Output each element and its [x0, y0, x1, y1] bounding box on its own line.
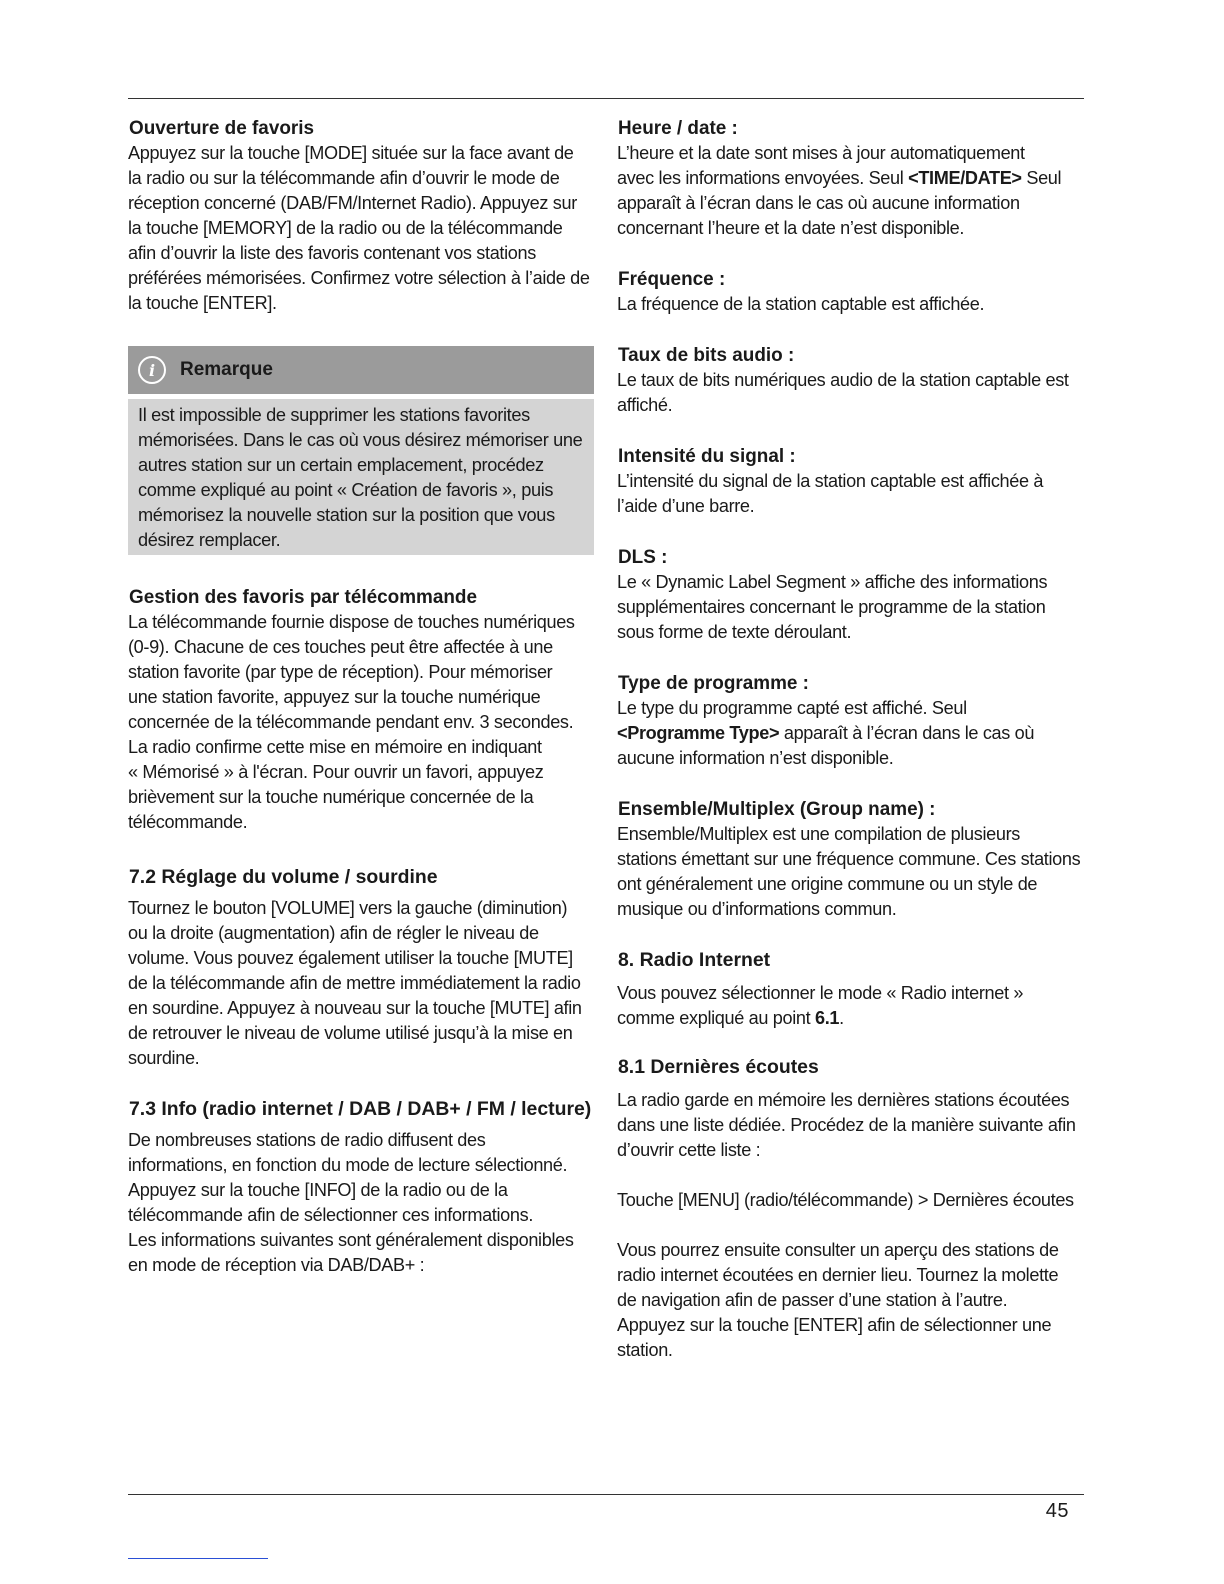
text-line: Les informations suivantes sont généralement disponibles	[128, 1230, 574, 1250]
text-line	[617, 166, 1085, 191]
left-column	[128, 116, 594, 1278]
text-line: brièvement sur la touche numérique concernée de la	[128, 787, 534, 807]
text-line: télécommande.	[128, 812, 248, 832]
text-line: aucune information n’est disponible.	[617, 748, 894, 768]
text-line: ou la droite (augmentation) afin de régler le niveau de	[128, 923, 539, 943]
text-line: désirez remplacer.	[138, 530, 281, 550]
text-line: L’intensité du signal de la station captable est affichée à	[617, 471, 1044, 491]
text-line: concernée de la télécommande pendant env. 3 secondes.	[128, 712, 574, 732]
programme-type-keyword: <Programme Type>	[617, 723, 780, 743]
text-line: Le taux de bits numériques audio de la station captable est	[617, 370, 1069, 390]
text-line: préférées mémorisées. Confirmez votre sélection à l’aide de	[128, 268, 590, 288]
text-line: d’ouvrir cette liste :	[617, 1140, 761, 1160]
text-line: Vous pourrez ensuite consulter un aperçu des stations de	[617, 1240, 1059, 1260]
text-line: réception concerné (DAB/FM/Internet Radio). Appuyez sur	[128, 193, 577, 213]
heading-reglage-volume: 7.2 Réglage du volume / sourdine	[129, 866, 438, 888]
heading-ouverture-favoris: Ouverture de favoris	[129, 118, 315, 139]
text-line: La télécommande fournie dispose de touches numériques	[128, 612, 575, 632]
text-line: mémorisez la nouvelle station sur la position que vous	[138, 505, 555, 525]
text-line: Ensemble/Multiplex est une compilation de plusieurs	[617, 824, 1020, 844]
text-line: mémorisées. Dans le cas où vous désirez mémoriser une	[138, 430, 583, 450]
text-line: La radio garde en mémoire les dernières stations écoutées	[617, 1090, 1070, 1110]
text-line: Tournez le bouton [VOLUME] vers la gauche (diminution)	[128, 898, 568, 918]
text-span: Seul	[1021, 168, 1062, 188]
text-line: Le type du programme capté est affiché. Seul	[617, 698, 967, 718]
text-line: informations, en fonction du mode de lecture sélectionné.	[128, 1155, 568, 1175]
text-line: Appuyez sur la touche [MODE] située sur la face avant de	[128, 143, 574, 163]
text-line: de la télécommande afin de mettre immédiatement la radio	[128, 973, 581, 993]
text-line: dans une liste dédiée. Procédez de la manière suivante afin	[617, 1115, 1076, 1135]
right-column	[617, 116, 1087, 1363]
heading-intensite-signal: Intensité du signal :	[618, 446, 796, 467]
text-line: stations émettant sur une fréquence commune. Ces stations	[617, 849, 1081, 869]
note-body	[128, 399, 594, 555]
text-line: radio internet écoutées en dernier lieu. Tournez la molette	[617, 1265, 1059, 1285]
text-span: comme expliqué au point	[617, 1008, 816, 1028]
paragraph-info	[128, 1128, 594, 1278]
text-line: station.	[617, 1340, 673, 1360]
footer-rule	[128, 1494, 1084, 1495]
text-line: sous forme de texte déroulant.	[617, 622, 852, 642]
text-line: apparaît à l’écran dans le cas où aucune information	[617, 193, 1020, 213]
text-line: afin d’ouvrir la liste des favoris contenant vos stations	[128, 243, 536, 263]
paragraph-gestion-favoris	[128, 610, 594, 835]
text-line: musique ou d’informations commun.	[617, 899, 897, 919]
text-line: supplémentaires concernant le programme de la station	[617, 597, 1046, 617]
section-reference: 6.1	[815, 1008, 840, 1028]
text-line: la touche [MEMORY] de la radio ou de la télécommande	[128, 218, 563, 238]
heading-gestion-favoris: Gestion des favoris par télécommande	[129, 587, 478, 608]
time-date-keyword: <TIME/DATE>	[908, 168, 1022, 188]
page-number: 45	[1045, 1500, 1069, 1522]
text-line: la radio ou sur la télécommande afin d’ouvrir le mode de	[128, 168, 560, 188]
text-line: la touche [ENTER].	[128, 293, 277, 313]
text-span: avec les informations envoyées. Seul	[617, 168, 909, 188]
text-line: affiché.	[617, 395, 673, 415]
heading-taux-bits: Taux de bits audio :	[618, 345, 795, 366]
text-line: concernant l’heure et la date n’est disponible.	[617, 218, 965, 238]
heading-info: 7.3 Info (radio internet / DAB / DAB+ / FM / lecture)	[129, 1098, 592, 1120]
text-line: volume. Vous pouvez également utiliser la touche [MUTE]	[128, 948, 573, 968]
info-icon: i	[138, 356, 166, 384]
heading-frequence: Fréquence :	[618, 269, 726, 290]
text-line: une station favorite, appuyez sur la touche numérique	[128, 687, 541, 707]
note-title: Remarque	[180, 359, 273, 380]
text-line: Il est impossible de supprimer les stations favorites	[138, 405, 530, 425]
note-box	[128, 346, 594, 555]
text-line: télécommande afin de sélectionner ces informations.	[128, 1205, 534, 1225]
footnote-rule	[128, 1558, 268, 1559]
text-line: Vous pouvez sélectionner le mode « Radio internet »	[617, 983, 1024, 1003]
heading-dernieres-ecoutes: 8.1 Dernières écoutes	[618, 1056, 819, 1078]
text-line: l’aide d’une barre.	[617, 496, 755, 516]
heading-heure-date: Heure / date :	[618, 118, 738, 139]
text-line: Appuyez sur la touche [INFO] de la radio ou de la	[128, 1180, 508, 1200]
paragraph-ouverture-favoris	[128, 141, 594, 316]
text-line	[617, 1006, 1085, 1031]
paragraph-heure-date	[617, 141, 1087, 241]
paragraph-reglage-volume	[128, 896, 594, 1071]
header-rule	[128, 98, 1084, 99]
text-line: Appuyez sur la touche [ENTER] afin de sélectionner une	[617, 1315, 1052, 1335]
text-line: De nombreuses stations de radio diffusent des	[128, 1130, 486, 1150]
heading-ensemble-multiplex: Ensemble/Multiplex (Group name) :	[618, 799, 936, 820]
text-line: de retrouver le niveau de volume utilisé jusqu’à la mise en	[128, 1023, 573, 1043]
text-line: comme expliqué au point « Création de favoris », puis	[138, 480, 554, 500]
text-line: ont généralement une origine commune ou un style de	[617, 874, 1038, 894]
text-line: sourdine.	[128, 1048, 200, 1068]
text-span: apparaît à l’écran dans le cas où	[779, 723, 1035, 743]
text-line: en sourdine. Appuyez à nouveau sur la touche [MUTE] afin	[128, 998, 582, 1018]
text-line	[617, 721, 1085, 746]
text-line: « Mémorisé » à l'écran. Pour ouvrir un favori, appuyez	[128, 762, 544, 782]
heading-type-programme: Type de programme :	[618, 673, 809, 694]
text-line: station favorite (par type de réception). Pour mémoriser	[128, 662, 553, 682]
heading-dls: DLS :	[618, 547, 668, 568]
note-header	[128, 346, 594, 394]
text-line: en mode de réception via DAB/DAB+ :	[128, 1255, 425, 1275]
heading-radio-internet: 8. Radio Internet	[618, 949, 771, 971]
text-span: .	[839, 1008, 844, 1028]
text-line: L’heure et la date sont mises à jour automatiquement	[617, 143, 1025, 163]
text-line: La fréquence de la station captable est affichée.	[617, 294, 985, 314]
text-line: autres station sur un certain emplacement, procédez	[138, 455, 544, 475]
text-line: de navigation afin de passer d’une station à l’autre.	[617, 1290, 1008, 1310]
text-line: Le « Dynamic Label Segment » affiche des informations	[617, 572, 1048, 592]
menu-path: Touche [MENU] (radio/télécommande) > Dernières écoutes	[617, 1190, 1074, 1210]
text-line: (0-9). Chacune de ces touches peut être affectée à une	[128, 637, 553, 657]
text-line: La radio confirme cette mise en mémoire en indiquant	[128, 737, 542, 757]
